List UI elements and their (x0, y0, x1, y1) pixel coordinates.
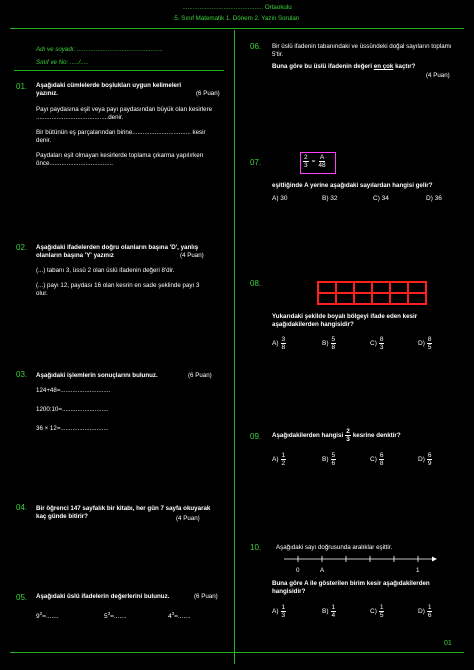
question-number-05: 05. (16, 593, 28, 602)
question-07-option-c[interactable]: C) 34 (373, 195, 389, 202)
question-01-sentence-3: Paydaları eşit olmayan kesirlerde toplama çıkarma yapılırken önce..................................... (36, 152, 204, 167)
question-02-prompt: Aşağıdaki ifadelerden doğru olanların başına 'D', yanlış olanların başına 'Y' yazınız (36, 244, 199, 259)
question-10-option-d[interactable]: D) $\frac{1}{6}$ (418, 604, 432, 619)
question-07-option-b[interactable]: B) 32 (322, 195, 338, 202)
question-09-option-d[interactable]: D) $\frac{6}{9}$ (418, 452, 432, 467)
question-number-02: 02. (16, 243, 28, 252)
question-05-expression-1: $9^2=$....... (36, 611, 59, 621)
question-03-line-1: 124+48=............................. (36, 387, 111, 394)
question-09-option-a[interactable]: A) $\frac{1}{2}$ (272, 452, 286, 467)
question-05-prompt: Aşağıdaki üslü ifadelerin değerlerini bulunuz. (36, 593, 170, 600)
question-10-text: Aşağıdaki sayı doğrusunda aralıklar eşittir. (276, 544, 393, 551)
question-07-equation: $\frac{2}{3}$ = $\frac{A}{48}$ (304, 154, 326, 169)
grid-cell (408, 282, 426, 293)
footer-divider (10, 652, 464, 653)
question-number-01: 01. (16, 82, 28, 91)
header-divider (10, 28, 464, 29)
question-number-07: 07. (250, 158, 262, 167)
question-01-sentence-1: Payı paydasına eşit veya payı paydasından büyük olan kesirlere ..........................................denir. (36, 106, 213, 121)
grid-cell (336, 282, 354, 293)
question-02-statement-2: (...) payı 12, paydası 16 olan kesrin en sade şeklinde payı 3 olur. (36, 282, 200, 297)
grid-cell (372, 293, 390, 304)
student-class-field[interactable]: Sınıf ve No: ...../..... (36, 59, 89, 66)
number-line-one-label: 1 (416, 567, 420, 574)
student-name-field[interactable]: Adı ve soyadı: .................................................. (36, 46, 163, 53)
grid-cell (390, 282, 408, 293)
exam-title: 5. Sınıf Matematik 1. Dönem 2. Yazılı Soruları (174, 15, 300, 22)
question-09-prompt: Aşağıdakilerden hangisi $\frac{2}{3}$ kesrine denktir? (272, 428, 401, 443)
question-06-prompt: Buna göre bu üslü ifadenin değeri en çok kaçtır? (272, 63, 416, 70)
question-06-text: Bir üslü ifadenin tabanındaki ve üssündeki doğal sayıların toplamı 5'tir. (272, 43, 452, 58)
question-number-06: 06. (250, 42, 262, 51)
question-number-10: 10. (250, 543, 262, 552)
question-05-points: (6 Puan) (194, 593, 218, 600)
question-10-option-c[interactable]: C) $\frac{1}{5}$ (370, 604, 384, 619)
question-01-prompt: Aşağıdaki cümlelerde boşlukları uygun kelimeleri yazınız. (36, 82, 182, 97)
question-number-04: 04. (16, 503, 28, 512)
grid-cell (318, 282, 336, 293)
page-number: 01 (444, 640, 452, 647)
question-01-sentence-2: Bir bütünün eş parçalarından birine.................................. kesir denir. (36, 129, 206, 144)
question-10-option-a[interactable]: A) $\frac{1}{3}$ (272, 604, 286, 619)
equation-rhs-fraction: $\frac{A}{48}$ (318, 154, 326, 169)
equation-lhs-fraction: $\frac{2}{3}$ (304, 154, 308, 169)
question-10-prompt: Buna göre A ile gösterilen birim kesir aşağıdakilerden hangisidir? (272, 580, 430, 595)
question-05-expression-2: $5^3=$....... (104, 611, 127, 621)
question-08-prompt: Yukarıdaki şekilde boyalı bölgeyi ifade eden kesir aşağıdakilerden hangisidir? (272, 313, 418, 328)
question-05-expression-3: $4^3=$....... (168, 611, 191, 621)
grid-cell (372, 282, 390, 293)
grid-cell (336, 293, 354, 304)
question-number-08: 08. (250, 279, 262, 288)
number-line-zero-label: 0 (296, 567, 300, 574)
question-number-09: 09. (250, 432, 262, 441)
question-02-points: (4 Puan) (180, 252, 204, 259)
question-08-grid-figure (317, 281, 427, 305)
question-09-option-c[interactable]: C) $\frac{6}{8}$ (370, 452, 384, 467)
question-number-03: 03. (16, 370, 28, 379)
question-02-statement-1: (...) tabanı 3, üssü 2 olan üslü ifadenin değeri 8'dir. (36, 267, 175, 274)
grid-cell (354, 293, 372, 304)
question-07-prompt: eşitliğinde A yerine aşağıdaki sayılardan hangisi gelir? (272, 182, 433, 189)
question-08-option-a[interactable]: A) $\frac{3}{8}$ (272, 336, 286, 351)
question-08-option-c[interactable]: C) $\frac{8}{3}$ (370, 336, 384, 351)
question-01-points: (6 Puan) (196, 90, 220, 97)
question-03-line-2: 1200:10=........................... (36, 406, 109, 413)
grid-cell (318, 293, 336, 304)
question-10-option-b[interactable]: B) $\frac{1}{4}$ (322, 604, 336, 619)
question-03-prompt: Aşağıdaki işlemlerin sonuçlarını bulunuz. (36, 372, 158, 379)
question-06-points: (4 Puan) (426, 72, 450, 79)
question-08-option-d[interactable]: D) $\frac{8}{5}$ (418, 336, 432, 351)
question-04-points: (4 Puan) (176, 515, 200, 522)
question-07-option-a[interactable]: A) 30 (272, 195, 288, 202)
column-divider (234, 30, 235, 664)
grid-cell (354, 282, 372, 293)
number-line-a-label: A (320, 567, 325, 574)
question-03-points: (6 Puan) (188, 372, 212, 379)
grid-cell (390, 293, 408, 304)
question-08-option-b[interactable]: B) $\frac{5}{8}$ (322, 336, 336, 351)
school-line: ............................................... Ortaokulu (182, 4, 292, 11)
student-divider (14, 70, 224, 71)
grid-cell (408, 293, 426, 304)
question-04-prompt: Bir öğrenci 147 sayfalık bir kitabı, her gün 7 sayfa okuyarak kaç günde bitirir? (36, 505, 211, 520)
question-07-option-d[interactable]: D) 36 (426, 195, 442, 202)
question-09-option-b[interactable]: B) $\frac{5}{6}$ (322, 452, 336, 467)
question-03-line-3: 36 × 12=............................ (36, 425, 109, 432)
